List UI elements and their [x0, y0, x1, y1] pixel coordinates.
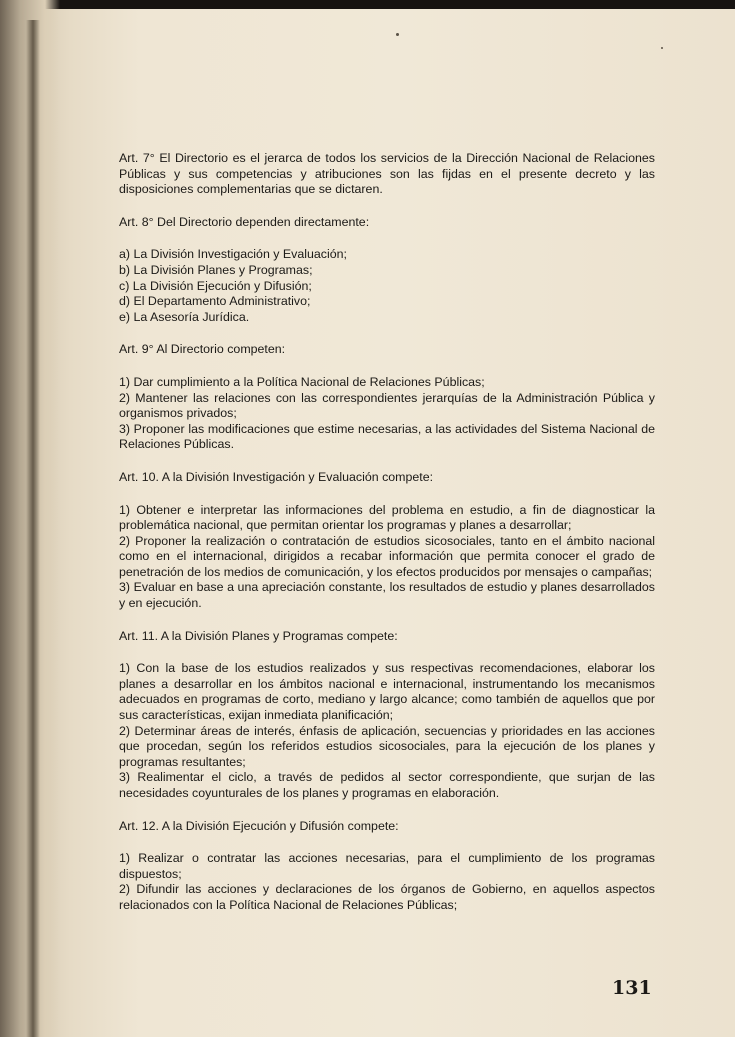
page-top-edge — [0, 0, 735, 9]
list-item: d) El Departamento Administrativo; — [119, 294, 311, 309]
list-item: 2) Proponer la realización o contratación de estudios sicosociales, tanto en el ámbito nacional como en el internacional, dirigidos a recabar información que permita conocer el grado de penetración de los medios de comunicación, y los efectos producidos por mensajes o campañas; — [119, 533, 655, 579]
list-item: 2) Mantener las relaciones con las correspondientes jerarquías de la Administración Pública y organismos privados; — [119, 390, 655, 421]
list-item: 2) Determinar áreas de interés, énfasis de aplicación, secuencias y prioridades en las acciones que procedan, según los referidos estudios sicosociales, para la ejecución de los planes y programas resultantes; — [119, 723, 655, 769]
article-12-heading: Art. 12. A la División Ejecución y Difusión compete: — [119, 818, 399, 833]
list-item: a) La División Investigación y Evaluación; — [119, 247, 347, 262]
list-item: 3) Realimentar el ciclo, a través de pedidos al sector correspondiente, que surjan de las necesidades coyunturales de los planes y programas en elaboración. — [119, 770, 655, 800]
page-number: 131 — [612, 977, 652, 999]
list-item: b) La División Planes y Programas; — [119, 262, 313, 277]
article-9-list — [119, 375, 655, 453]
list-item: 1) Con la base de los estudios realizados y sus respectivas recomendaciones, elaborar los planes a desarrollar en los ámbitos nacional e internacional, instrumentando los mecanismos adecuados en programas de corto, mediano y largo alcance; como también de aquellos que por sus características, exijan inmediata planificación; — [119, 661, 655, 723]
paper-speck — [661, 47, 663, 49]
article-8-heading: Art. 8° Del Directorio dependen directamente: — [119, 214, 370, 229]
article-7: Art. 7° El Directorio es el jerarca de todos los servicios de la Dirección Nacional de Relaciones Públicas y sus competencias y atribuciones son las fijdas en el presente decreto y las disposiciones complementarias que se dictaren. — [119, 151, 655, 197]
document-body — [119, 151, 655, 931]
article-10-list — [119, 503, 655, 612]
list-item: c) La División Ejecución y Difusión; — [119, 278, 312, 293]
article-9-heading: Art. 9° Al Directorio competen: — [119, 342, 286, 357]
list-item: e) La Asesoría Jurídica. — [119, 309, 250, 324]
list-item: 3) Evaluar en base a una apreciación constante, los resultados de estudio y planes desarrollados y en ejecución. — [119, 580, 655, 611]
list-item: 1) Obtener e interpretar las informaciones del problema en estudio, a fin de diagnosticar la problemática nacional, que permitan orientar los programas y planes a desarrollar; — [119, 502, 655, 533]
list-item: 2) Difundir las acciones y declaraciones de los órganos de Gobierno, en aquellos aspectos relacionados con la Política Nacional de Relaciones Públicas; — [119, 882, 655, 912]
article-8-list — [119, 247, 655, 325]
list-item: 1) Realizar o contratar las acciones necesarias, para el cumplimiento de los programas dispuestos; — [119, 851, 655, 881]
article-10-heading: Art. 10. A la División Investigación y Evaluación compete: — [119, 469, 434, 484]
article-12-list — [119, 851, 655, 913]
article-11-list — [119, 661, 655, 801]
book-spine-fold — [26, 20, 40, 1037]
list-item: 1) Dar cumplimiento a la Política Nacional de Relaciones Públicas; — [119, 374, 485, 389]
paper-speck — [396, 33, 399, 36]
article-11-heading: Art. 11. A la División Planes y Programas compete: — [119, 628, 398, 643]
list-item: 3) Proponer las modificaciones que estime necesarias, a las actividades del Sistema Nacional de Relaciones Públicas. — [119, 421, 655, 452]
